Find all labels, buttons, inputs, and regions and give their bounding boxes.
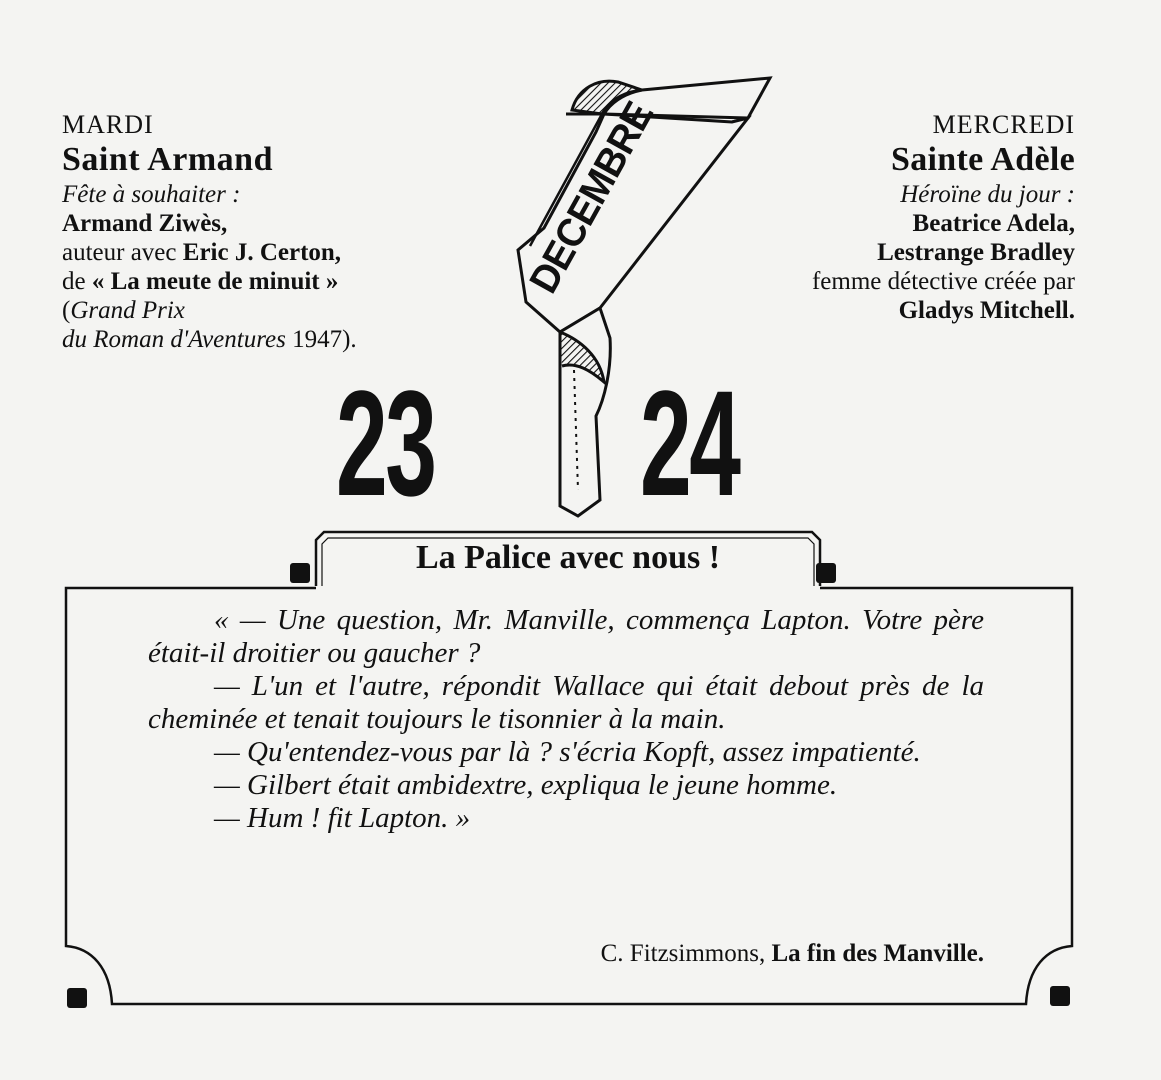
right-author: Gladys Mitchell. (898, 297, 1075, 324)
attribution (148, 938, 984, 970)
corner-square-icon (1050, 986, 1070, 1006)
left-line-1 (62, 238, 502, 267)
left-line-1-prefix: auteur avec (62, 239, 183, 266)
box-title: La Palice avec nous ! (415, 539, 721, 576)
day-number-left: 23 (336, 359, 435, 527)
quote-paragraph: — Hum ! fit Lapton. » (214, 802, 471, 834)
right-name-1: Beatrice Adela, (912, 210, 1075, 237)
right-day-name: MERCREDI (932, 110, 1075, 139)
left-year: 1947). (285, 326, 357, 353)
corner-square-icon (290, 563, 310, 583)
left-day-name: MARDI (62, 110, 154, 139)
left-line-2 (62, 267, 502, 296)
quote-paragraph: — Gilbert était ambidextre, expliqua le jeune homme. (214, 769, 838, 801)
day-number-right: 24 (640, 359, 739, 527)
left-saint-name: Saint Armand (62, 141, 273, 178)
left-prize-rest: du Roman d'Aventures (62, 326, 286, 353)
left-book-title: « La meute de minuit » (91, 268, 339, 295)
left-line-4 (62, 325, 502, 354)
right-name-2: Lestrange Bradley (877, 239, 1075, 266)
quote-paragraph: « — Une question, Mr. Manville, commença Lapton. Votre père était-il droitier ou gaucher ? (148, 604, 984, 669)
attribution-author: C. Fitzsimmons, (600, 940, 772, 967)
corner-square-icon (67, 988, 87, 1008)
left-coauthor: Eric J. Certon, (182, 239, 342, 266)
left-fete-label: Fête à souhaiter : (62, 181, 241, 208)
month-label: DECEMBRE (521, 85, 667, 301)
left-line-2-prefix: de (62, 268, 92, 295)
right-description: femme détective créée par (811, 268, 1075, 295)
quote-paragraph: — Qu'entendez-vous par là ? s'écria Kopft, assez impatienté. (214, 736, 921, 768)
quote-paragraph: — L'un et l'autre, répondit Wallace qui était debout près de la cheminée et tenait toujours le tisonnier à la main. (148, 670, 984, 735)
right-heroine-label: Héroïne du jour : (900, 181, 1075, 208)
right-saint-name: Sainte Adèle (891, 141, 1075, 178)
left-person: Armand Ziwès, (62, 210, 228, 237)
attribution-title: La fin des Manville. (771, 940, 984, 967)
corner-square-icon (816, 563, 836, 583)
quote-text (148, 604, 984, 835)
left-line-3: (Grand Prix (62, 297, 185, 324)
left-day-block (62, 110, 502, 354)
left-prize: Grand Prix (70, 297, 185, 324)
